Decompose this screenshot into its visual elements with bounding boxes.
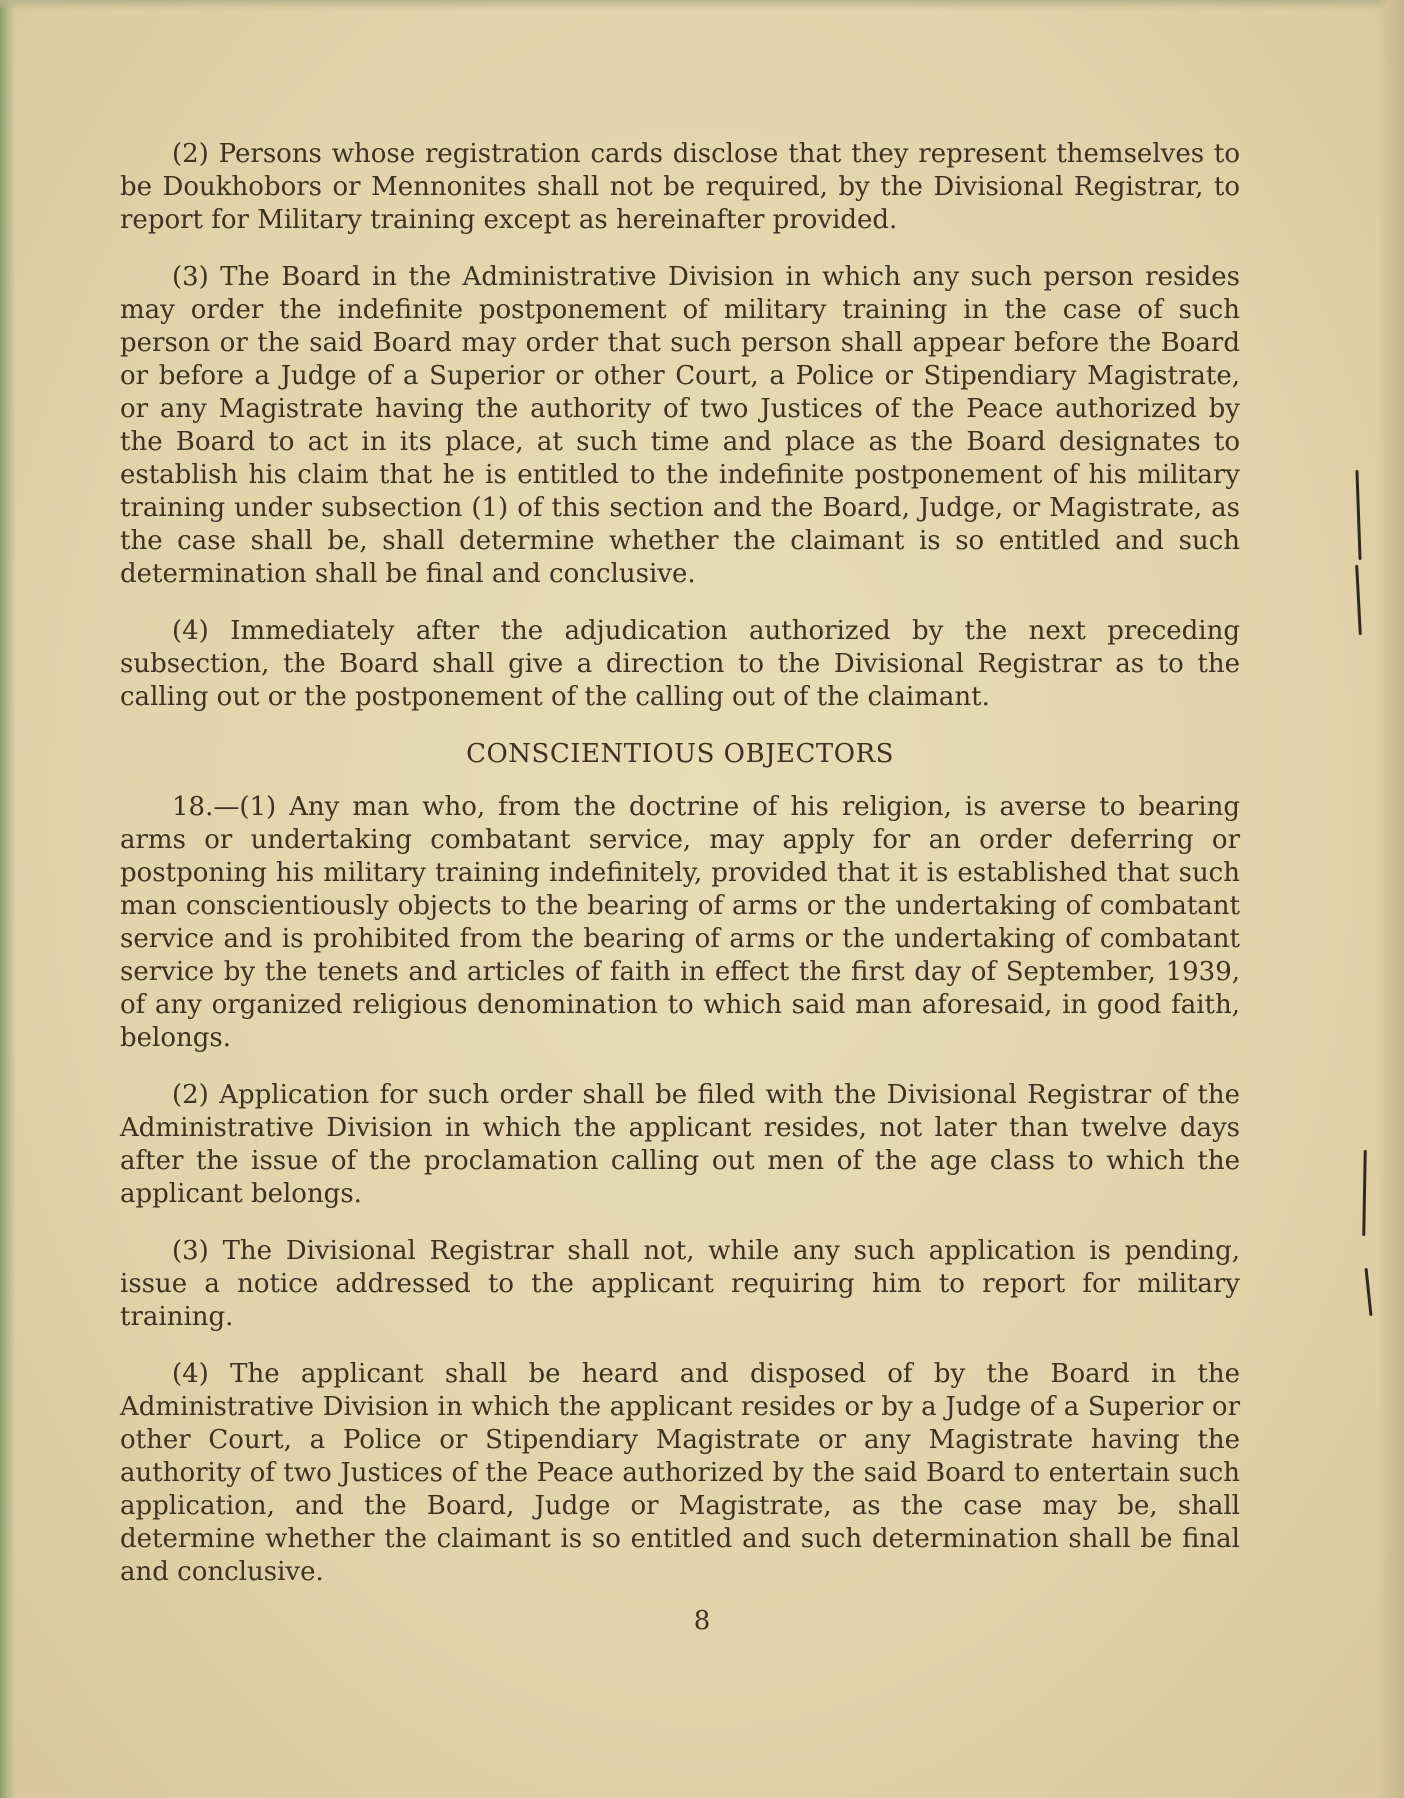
paragraph-section-18-1: 18.—(1) Any man who, from the doctrine of his religion, is averse to bearing arms or undertaking combatant service, may apply for an order deferring or postponing his military training indefinitely, provided that it is established that such man conscientiously objects to the bearing of arms or the undertaking of combatant service and is prohibited from the bearing of arms or the undertaking of combatant service by the tenets and articles of faith in effect the first day of September, 1939, of any organized religious denomination to which said man aforesaid, in good faith, belongs. xyxy=(120,792,1240,1053)
paragraph-section-18-2: (2) Application for such order shall be filed with the Divisional Registrar of the Administrative Division in which the applicant resides, not later than twelve days after the issue of the proclamation calling out men of the age class to which the applicant belongs. xyxy=(120,1080,1240,1209)
paragraph-subsection-4: (4) Immediately after the adjudication authorized by the next preceding subsection, the Board shall give a direction to the Divisional Registrar as to the calling out or the postponement of the calling out of the claimant. xyxy=(120,616,1240,712)
page-number: 8 xyxy=(693,1606,711,1636)
margin-mark-1 xyxy=(1355,470,1361,560)
paragraph-section-18-3: (3) The Divisional Registrar shall not, while any such application is pending, issue a notice addressed to the applicant requiring him to report for military training. xyxy=(120,1236,1240,1332)
paragraph-subsection-3: (3) The Board in the Administrative Division in which any such person resides may order the indefinite postponement of military training in the case of such person or the said Board may order that such person shall appear before the Board or before a Judge of a Superior or other Court, a Police or Stipendiary Magistrate, or any Magistrate having the authority of two Justices of the Peace authorized by the Board to act in its place, at such time and place as the Board designates to establish his claim that he is entitled to the indefinite postponement of his military training under subsection (1) of this section and the Board, Judge, or Magistrate, as the case shall be, shall determine whether the claimant is so entitled and such determination shall be final and conclusive. xyxy=(120,262,1240,589)
paragraph-section-18-4: (4) The applicant shall be heard and disposed of by the Board in the Administrative Division in which the applicant resides or by a Judge of a Superior or other Court, a Police or Stipendiary Magistrate or any Magistrate having the authority of two Justices of the Peace authorized by the said Board to entertain such application, and the Board, Judge or Magistrate, as the case may be, shall determine whether the claimant is so entitled and such determination shall be final and conclusive. xyxy=(120,1359,1240,1587)
page-top-edge xyxy=(0,0,1404,10)
margin-mark-3 xyxy=(1362,1150,1367,1236)
document-body xyxy=(120,138,1240,1613)
margin-mark-4 xyxy=(1364,1268,1372,1316)
page-right-edge xyxy=(1378,0,1404,1798)
section-heading: CONSCIENTIOUS OBJECTORS xyxy=(466,739,894,769)
margin-mark-2 xyxy=(1355,565,1362,635)
paragraph-subsection-2: (2) Persons whose registration cards disclose that they represent themselves to be Doukhobors or Mennonites shall not be required, by the Divisional Registrar, to report for Military training except as hereinafter provided. xyxy=(120,139,1240,235)
page-left-edge xyxy=(0,0,16,1798)
